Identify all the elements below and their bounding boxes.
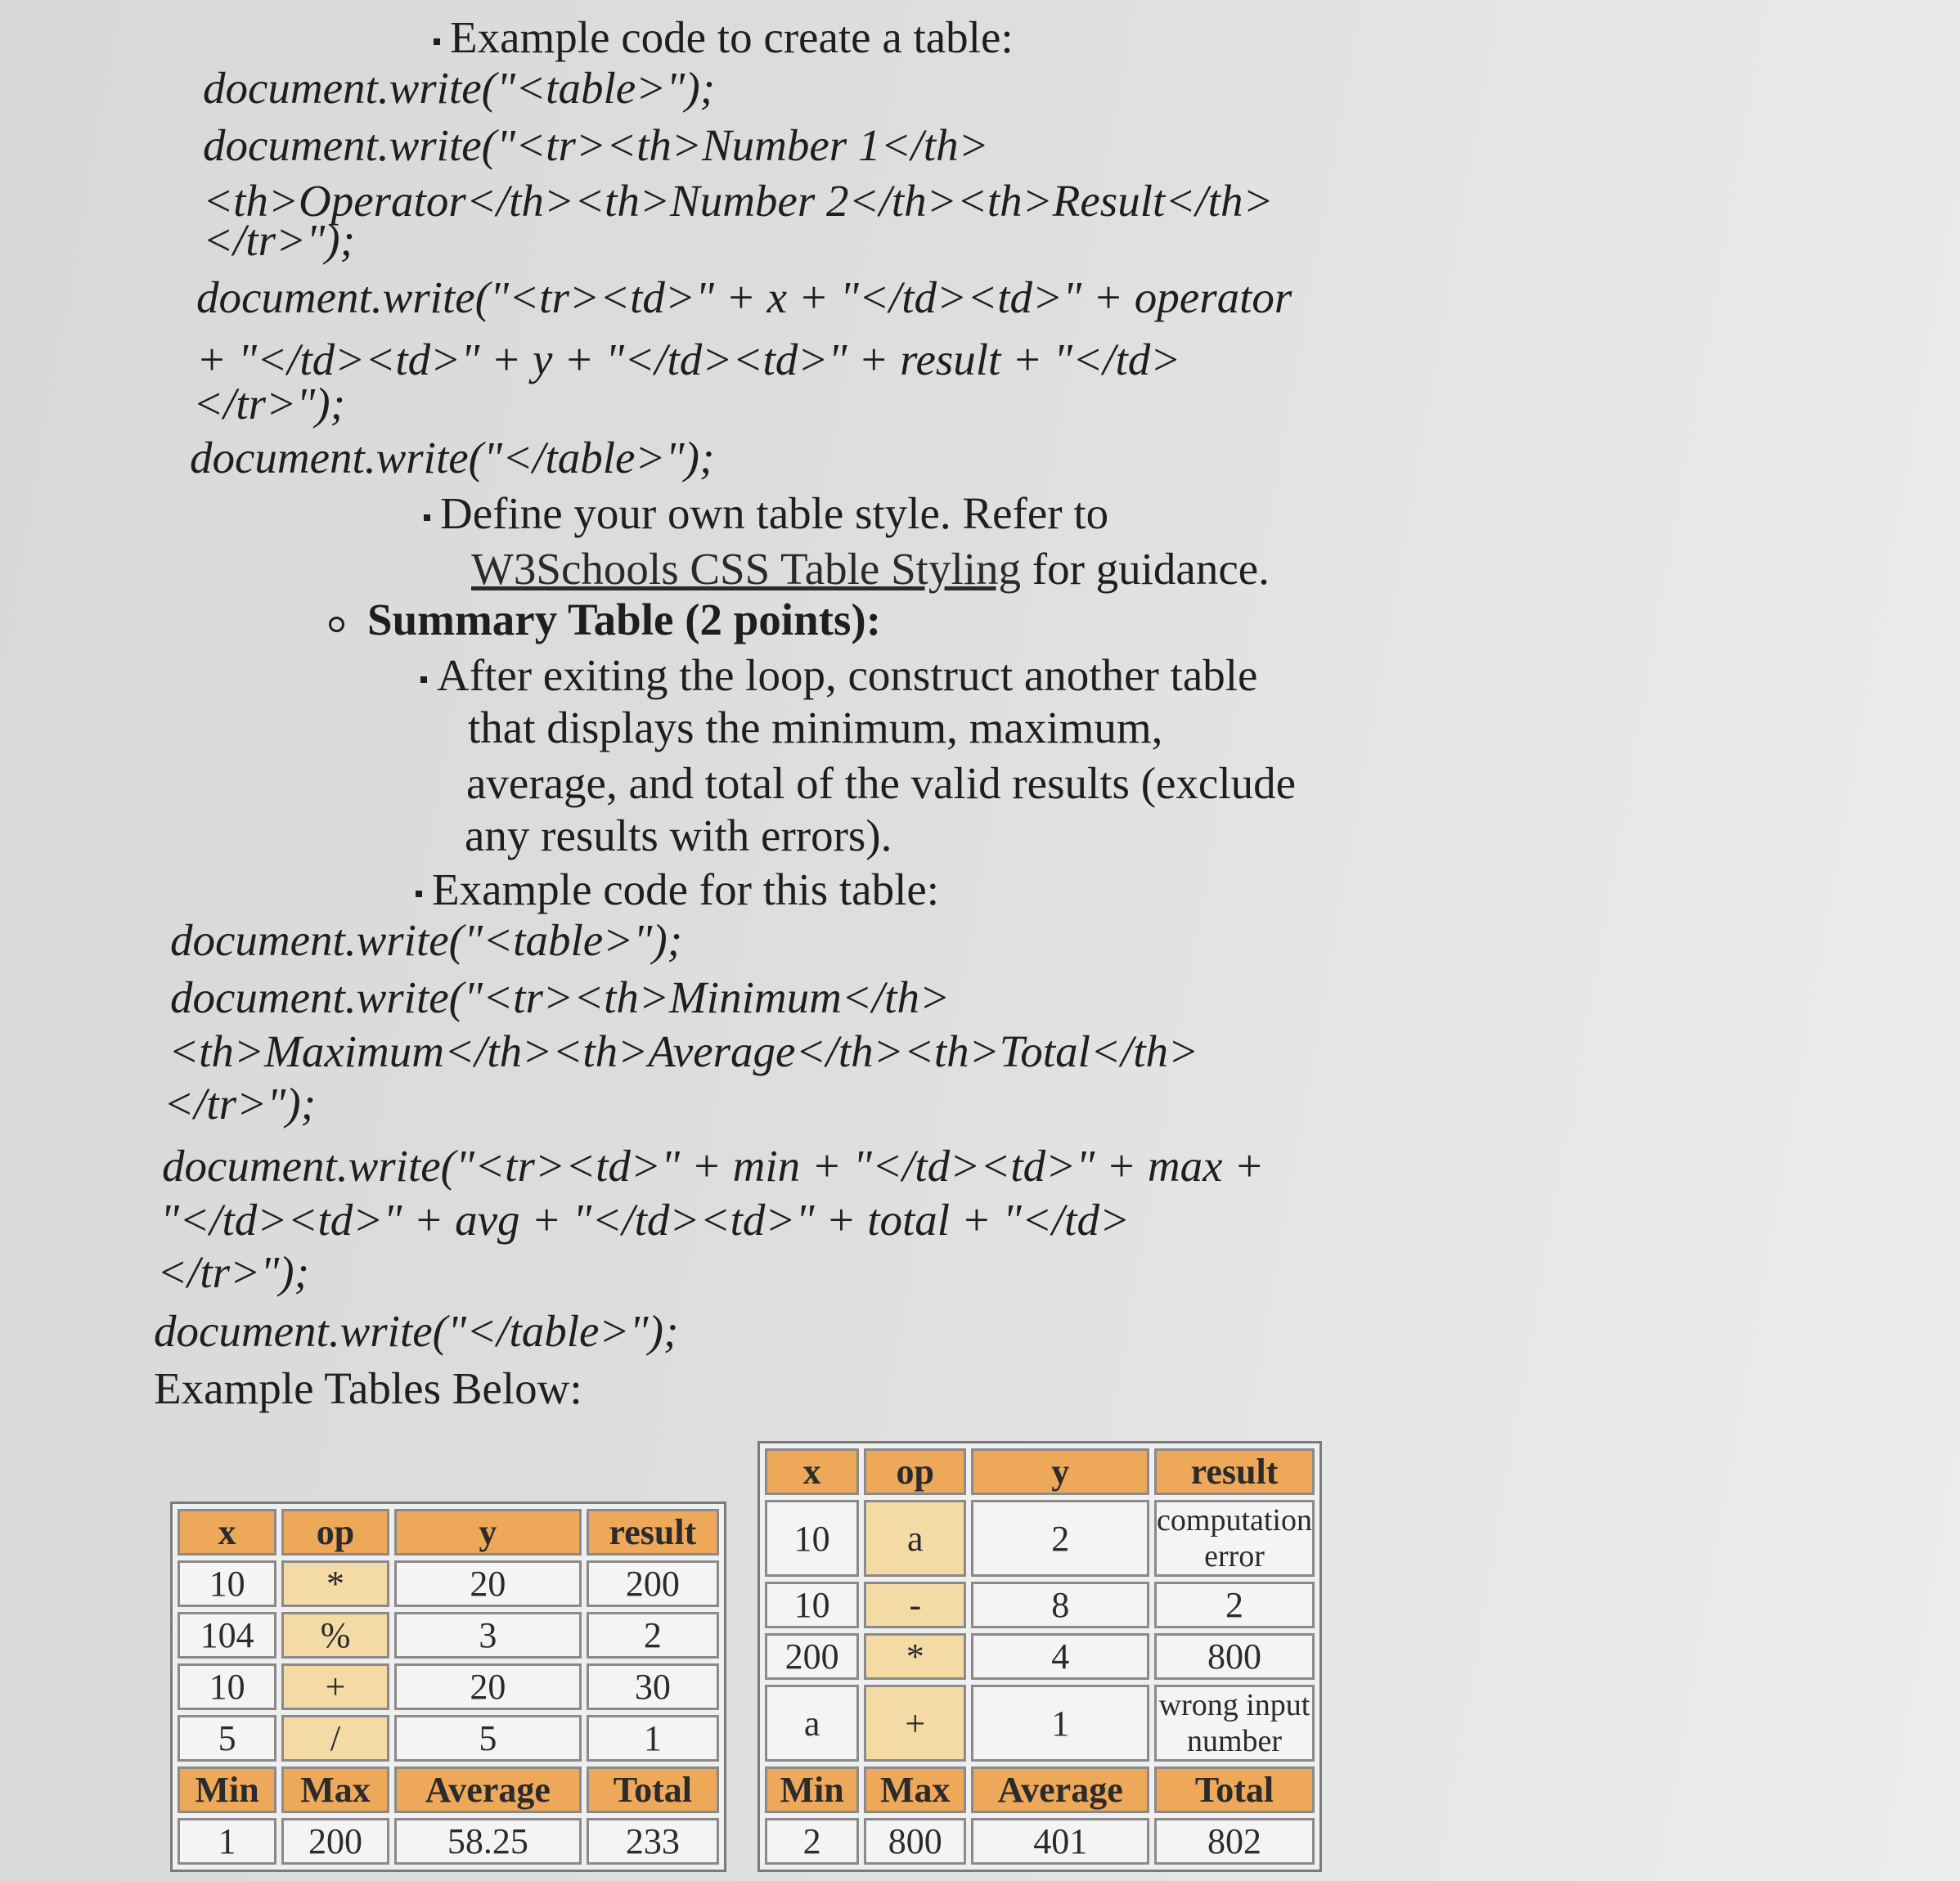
summary-header-cell: Total [1154, 1767, 1315, 1813]
code-line: <th>Operator</th><th>Number 2</th><th>Result</th> [203, 176, 1274, 226]
summary-desc-line: any results with errors). [465, 810, 892, 860]
bullet-icon [420, 676, 427, 683]
table-cell: 10 [765, 1582, 859, 1628]
style-note-rest: for guidance. [1021, 544, 1270, 594]
table-cell: 8 [971, 1582, 1149, 1628]
summary-value-cell: 802 [1154, 1818, 1315, 1865]
table-cell: * [281, 1560, 389, 1607]
code-line: document.write("<table>"); [203, 63, 715, 113]
table-cell: 10 [178, 1663, 276, 1710]
table-cell: 10 [178, 1560, 276, 1607]
table-cell: 200 [765, 1633, 859, 1680]
table-cell: computation error [1154, 1500, 1315, 1577]
w3schools-link[interactable]: W3Schools CSS Table Styling [471, 544, 1022, 594]
code-line: <th>Maximum</th><th>Average</th><th>Total</th> [169, 1026, 1199, 1076]
example-table-left [170, 1502, 726, 1872]
table-cell: + [864, 1685, 966, 1762]
code-line: </tr>"); [164, 1079, 316, 1129]
table-cell: 10 [765, 1500, 859, 1577]
table-cell: a [765, 1685, 859, 1762]
style-note-line2 [471, 543, 1270, 595]
header-cell: y [971, 1448, 1149, 1495]
summary-header-cell: Average [971, 1767, 1149, 1813]
summary-header-cell: Max [864, 1767, 966, 1813]
header-cell: result [587, 1509, 719, 1556]
table-cell: 1 [971, 1685, 1149, 1762]
table-header-row [178, 1509, 719, 1556]
table-row [178, 1715, 719, 1762]
header-cell: op [864, 1448, 966, 1495]
header-cell: result [1154, 1448, 1315, 1495]
table-cell: 2 [971, 1500, 1149, 1577]
table-cell: 20 [394, 1663, 582, 1710]
table-cell: 2 [1154, 1582, 1315, 1628]
table-cell: 3 [394, 1612, 582, 1659]
code-line: </tr>"); [203, 215, 355, 265]
table-row [178, 1560, 719, 1607]
code-line: </tr>"); [157, 1247, 309, 1297]
summary-value-cell: 2 [765, 1818, 859, 1865]
bullet-icon [424, 514, 430, 521]
bullet-icon [416, 891, 422, 897]
summary-header-cell: Max [281, 1767, 389, 1813]
table-cell: 5 [178, 1715, 276, 1762]
table-cell: 20 [394, 1560, 582, 1607]
summary-header-cell: Min [178, 1767, 276, 1813]
summary-desc-text: After exiting the loop, construct another table [437, 650, 1258, 700]
summary-example-bullet [416, 864, 939, 915]
summary-desc-line: average, and total of the valid results (exclude [466, 758, 1297, 808]
table-cell: a [864, 1500, 966, 1577]
code-line: document.write("<tr><td>" + x + "</td><td>" + operator [196, 272, 1292, 322]
summary-heading-text: Summary Table (2 points): [367, 595, 882, 644]
table-cell: + [281, 1663, 389, 1710]
header-cell: x [178, 1509, 276, 1556]
table-row [178, 1612, 719, 1659]
summary-header-cell: Average [394, 1767, 582, 1813]
table-cell: 4 [971, 1633, 1149, 1680]
code-line: document.write("<tr><td>" + min + "</td><td>" + max + [162, 1141, 1265, 1191]
code-line: document.write("<table>"); [170, 915, 682, 965]
code-line: document.write("</table>"); [154, 1306, 679, 1356]
code-line: document.write("<tr><th>Minimum</th> [170, 972, 951, 1022]
code-line: </tr>"); [193, 379, 345, 429]
summary-value-cell: 200 [281, 1818, 389, 1865]
table-row [765, 1685, 1315, 1762]
summary-value-cell: 233 [587, 1818, 719, 1865]
header-cell: op [281, 1509, 389, 1556]
table-cell: / [281, 1715, 389, 1762]
style-note-line [424, 487, 1108, 539]
table-row [178, 1663, 719, 1710]
summary-value-cell: 58.25 [394, 1818, 582, 1865]
table-row [765, 1582, 1315, 1628]
table-row [765, 1633, 1315, 1680]
table-cell: 30 [587, 1663, 719, 1710]
summary-header-row [178, 1767, 719, 1813]
table-cell: 800 [1154, 1633, 1315, 1680]
table-cell: - [864, 1582, 966, 1628]
style-note-text: Define your own table style. Refer to [440, 488, 1109, 538]
table-cell: 5 [394, 1715, 582, 1762]
summary-header-cell: Min [765, 1767, 859, 1813]
code-line: document.write("<tr><th>Number 1</th> [203, 120, 989, 170]
table-cell: 200 [587, 1560, 719, 1607]
example-table-right [757, 1441, 1322, 1872]
code-line: + "</td><td>" + y + "</td><td>" + result + "</td> [196, 334, 1181, 384]
table-cell: 2 [587, 1612, 719, 1659]
table-cell: wrong input number [1154, 1685, 1315, 1762]
summary-desc-line [420, 649, 1257, 701]
example-bullet-text: Example code to create a table: [450, 12, 1014, 62]
summary-desc-line: that displays the minimum, maximum, [468, 703, 1163, 752]
table-cell: * [864, 1633, 966, 1680]
example-bullet [434, 11, 1014, 63]
summary-value-row [178, 1818, 719, 1865]
summary-header-row [765, 1767, 1315, 1813]
summary-value-row [765, 1818, 1315, 1865]
table-cell: 1 [587, 1715, 719, 1762]
bullet-icon [434, 38, 440, 45]
summary-value-cell: 800 [864, 1818, 966, 1865]
table-header-row [765, 1448, 1315, 1495]
summary-example-text: Example code for this table: [432, 864, 940, 914]
code-line: "</td><td>" + avg + "</td><td>" + total + "</td> [160, 1195, 1131, 1245]
table-row [765, 1500, 1315, 1577]
summary-heading [329, 594, 881, 645]
table-cell: % [281, 1612, 389, 1659]
table-cell: 104 [178, 1612, 276, 1659]
summary-value-cell: 1 [178, 1818, 276, 1865]
code-line: document.write("</table>"); [190, 433, 715, 483]
header-cell: y [394, 1509, 582, 1556]
circle-bullet-icon [329, 617, 344, 632]
header-cell: x [765, 1448, 859, 1495]
summary-header-cell: Total [587, 1767, 719, 1813]
summary-value-cell: 401 [971, 1818, 1149, 1865]
example-tables-footer: Example Tables Below: [154, 1363, 582, 1413]
